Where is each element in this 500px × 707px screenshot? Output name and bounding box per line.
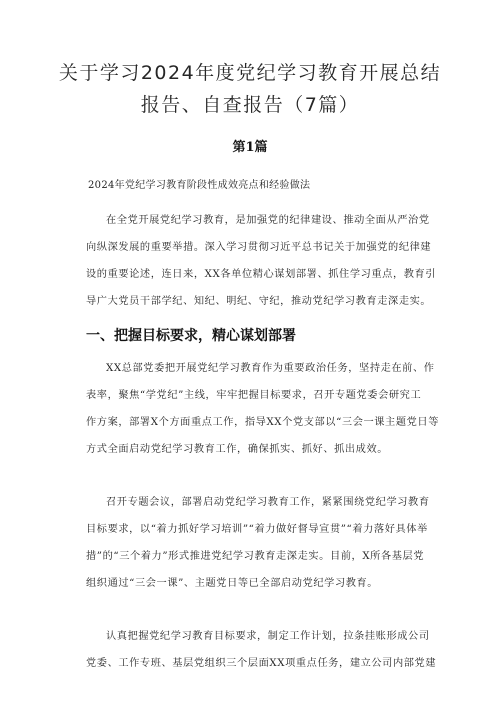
section-number: 第1篇 bbox=[232, 140, 268, 155]
paragraph-line: 党委、工作专班、基层党组织三个层面XX项重点任务，建立公司内部党建 bbox=[86, 658, 437, 669]
intro-paragraph bbox=[86, 207, 437, 315]
body-paragraph-3 bbox=[86, 623, 437, 677]
paragraph-line: 组织通过“三会一课”、主题党日等已全部启动党纪学习教育。 bbox=[86, 578, 379, 589]
document-title-line-2: 报告、自查报告（7篇） bbox=[140, 94, 360, 116]
paragraph-line: 向纵深发展的重要举措。深入学习贯彻习近平总书记关于加强党的纪律建 bbox=[86, 242, 432, 253]
article-subtitle: 2024年党纪学习教育阶段性成效亮点和经验做法 bbox=[88, 180, 311, 191]
paragraph-line: 召开专题会议，部署启动党纪学习教育工作，紧紧围绕党纪学习教育 bbox=[106, 497, 430, 508]
paragraph-line: 在全党开展党纪学习教育，是加强党的纪律建设、推动全面从严治党 bbox=[106, 215, 430, 226]
body-paragraph-1 bbox=[86, 355, 439, 463]
section-heading: 一、把握目标要求，精心谋划部署 bbox=[86, 328, 296, 344]
paragraph-line: 认真把握党纪学习教育目标要求，制定工作计划，拉条挂账形成公司 bbox=[106, 631, 430, 642]
paragraph-line: 表率，聚焦“学党纪”主线，牢牢把握目标要求，召开专题党委会研究工 bbox=[86, 390, 422, 401]
paragraph-line: 方式全面启动党纪学习教育工作，确保抓实、抓好、抓出成效。 bbox=[86, 444, 389, 455]
paragraph-line: 作方案，部署X个方面重点工作，指导XX个党支部以“三会一课主题党日等 bbox=[86, 417, 439, 428]
document-title-line-1: 关于学习2024年度党纪学习教育开展总结 bbox=[58, 62, 442, 84]
paragraph-line: 目标要求，以“着力抓好学习培训”“着力做好督导宣贯”“着力落好具体举 bbox=[86, 524, 428, 535]
paragraph-line: 导广大党员干部学纪、知纪、明纪、守纪，推动党纪学习教育走深走实。 bbox=[86, 296, 432, 307]
paragraph-line: 设的重要论述，连日来，XX各单位精心谋划部署、抓住学习重点，教育引 bbox=[86, 269, 437, 280]
paragraph-line: 措”的“三个着力”形式推进党纪学习教育走深走实。目前，X所各基层党 bbox=[86, 551, 425, 562]
body-paragraph-2 bbox=[86, 489, 430, 597]
paragraph-line: XX总部党委把开展党纪学习教育作为重要政治任务，坚持走在前、作 bbox=[106, 363, 435, 374]
